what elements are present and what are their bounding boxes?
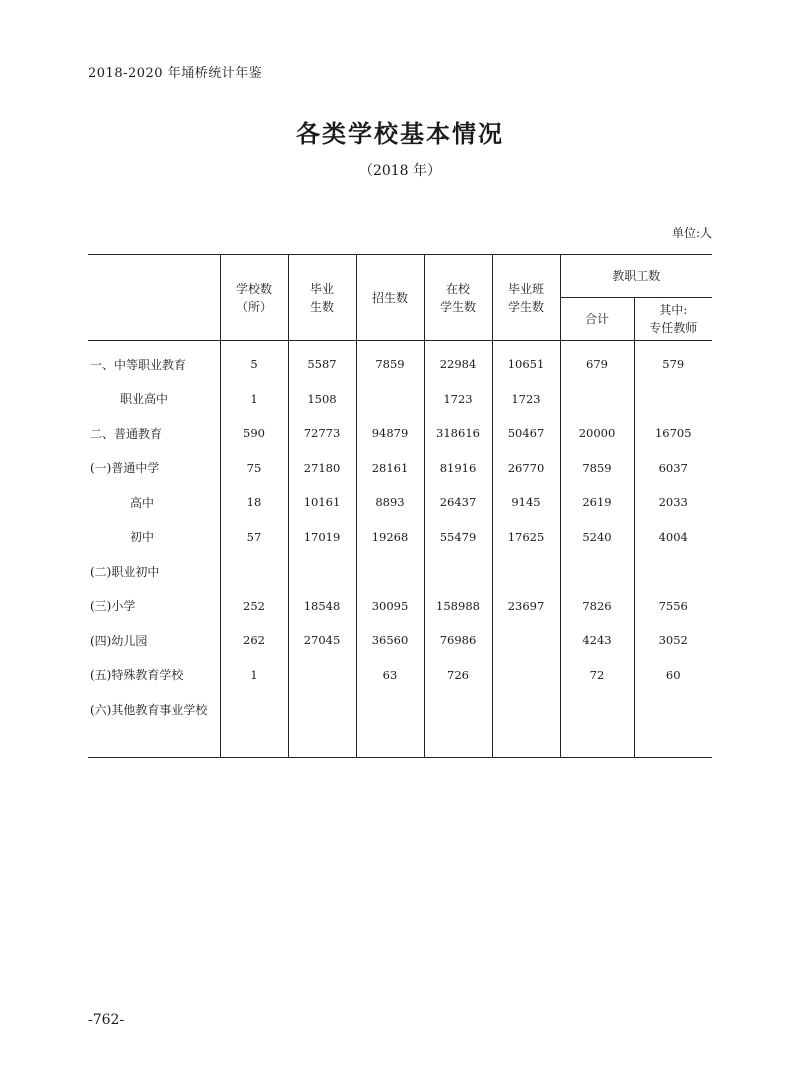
cell-staff-teachers: 16705 xyxy=(634,416,712,451)
row-label: (四)幼儿园 xyxy=(90,633,148,648)
cell-enrollment: 7859 xyxy=(356,341,424,382)
cell-staff-teachers: 6037 xyxy=(634,451,712,486)
table-row xyxy=(88,658,712,693)
cell-in-school: 55479 xyxy=(424,520,492,555)
cell-enrollment: 30095 xyxy=(356,589,424,624)
cell-enrollment xyxy=(356,692,424,727)
cell-graduates xyxy=(288,554,356,589)
cell-in-school: 26437 xyxy=(424,485,492,520)
cell-graduates: 27180 xyxy=(288,451,356,486)
col-header-enrollment: 招生数 xyxy=(356,255,424,341)
cell-staff-total: 72 xyxy=(560,658,634,693)
cell-schools: 1 xyxy=(220,382,288,417)
cell-staff-total: 20000 xyxy=(560,416,634,451)
cell-in-school xyxy=(424,692,492,727)
cell-in-school: 1723 xyxy=(424,382,492,417)
cell-graduates: 5587 xyxy=(288,341,356,382)
cell-staff-total: 679 xyxy=(560,341,634,382)
row-label: 初中 xyxy=(130,530,155,545)
cell-graduating-class: 23697 xyxy=(492,589,560,624)
row-label: 高中 xyxy=(130,495,155,510)
cell-schools xyxy=(220,692,288,727)
cell-staff-total: 7826 xyxy=(560,589,634,624)
cell-enrollment: 94879 xyxy=(356,416,424,451)
row-label: 职业高中 xyxy=(120,392,169,407)
cell-schools: 57 xyxy=(220,520,288,555)
cell-staff-teachers: 7556 xyxy=(634,589,712,624)
cell-schools xyxy=(220,554,288,589)
cell-graduates: 72773 xyxy=(288,416,356,451)
row-label: (五)特殊教育学校 xyxy=(90,668,184,683)
table-row xyxy=(88,623,712,658)
cell-graduating-class: 1723 xyxy=(492,382,560,417)
cell-staff-teachers: 4004 xyxy=(634,520,712,555)
cell-graduating-class: 50467 xyxy=(492,416,560,451)
cell-staff-teachers: 3052 xyxy=(634,623,712,658)
cell-enrollment: 63 xyxy=(356,658,424,693)
cell-graduates: 18548 xyxy=(288,589,356,624)
col-header-in-school: 在校 学生数 xyxy=(424,255,492,341)
table-row xyxy=(88,382,712,417)
cell-schools: 5 xyxy=(220,341,288,382)
cell-staff-teachers: 60 xyxy=(634,658,712,693)
cell-in-school: 81916 xyxy=(424,451,492,486)
cell-graduates xyxy=(288,658,356,693)
cell-graduating-class xyxy=(492,623,560,658)
cell-in-school: 158988 xyxy=(424,589,492,624)
cell-enrollment: 28161 xyxy=(356,451,424,486)
school-statistics-table xyxy=(88,254,712,758)
table-row xyxy=(88,451,712,486)
cell-staff-teachers: 579 xyxy=(634,341,712,382)
table-row xyxy=(88,416,712,451)
cell-graduating-class: 17625 xyxy=(492,520,560,555)
cell-in-school xyxy=(424,554,492,589)
row-label: (六)其他教育事业学校 xyxy=(90,702,208,717)
cell-graduates: 1508 xyxy=(288,382,356,417)
cell-graduating-class: 26770 xyxy=(492,451,560,486)
row-label-header xyxy=(88,255,220,341)
col-header-staff-total: 合计 xyxy=(560,298,634,341)
cell-graduating-class: 10651 xyxy=(492,341,560,382)
unit-label: 单位:人 xyxy=(671,226,712,240)
table-row xyxy=(88,589,712,624)
cell-graduates xyxy=(288,692,356,727)
cell-graduates: 10161 xyxy=(288,485,356,520)
cell-staff-teachers xyxy=(634,382,712,417)
row-label: 二、普通教育 xyxy=(90,426,163,441)
col-header-graduating-class: 毕业班 学生数 xyxy=(492,255,560,341)
row-label: 一、中等职业教育 xyxy=(90,357,187,372)
cell-staff-total: 7859 xyxy=(560,451,634,486)
row-label: (三)小学 xyxy=(90,599,136,614)
col-header-schools: 学校数 （所） xyxy=(220,255,288,341)
table-row xyxy=(88,341,712,382)
running-header: 2018-2020 年埇桥统计年鉴 xyxy=(88,66,263,81)
cell-schools: 252 xyxy=(220,589,288,624)
cell-graduating-class xyxy=(492,692,560,727)
cell-graduating-class: 9145 xyxy=(492,485,560,520)
cell-in-school: 726 xyxy=(424,658,492,693)
cell-graduates: 17019 xyxy=(288,520,356,555)
cell-enrollment xyxy=(356,554,424,589)
cell-staff-total: 2619 xyxy=(560,485,634,520)
cell-schools: 75 xyxy=(220,451,288,486)
cell-schools: 1 xyxy=(220,658,288,693)
cell-staff-total: 4243 xyxy=(560,623,634,658)
cell-in-school: 318616 xyxy=(424,416,492,451)
cell-staff-total xyxy=(560,382,634,417)
cell-staff-total xyxy=(560,554,634,589)
table-row xyxy=(88,554,712,589)
cell-staff-teachers xyxy=(634,692,712,727)
cell-enrollment: 19268 xyxy=(356,520,424,555)
cell-schools: 18 xyxy=(220,485,288,520)
row-label: (二)职业初中 xyxy=(90,564,160,579)
table-spacer-row xyxy=(88,727,712,758)
cell-enrollment: 36560 xyxy=(356,623,424,658)
cell-graduates: 27045 xyxy=(288,623,356,658)
row-label: (一)普通中学 xyxy=(90,461,160,476)
cell-staff-teachers: 2033 xyxy=(634,485,712,520)
cell-graduating-class xyxy=(492,554,560,589)
cell-staff-teachers xyxy=(634,554,712,589)
table-row xyxy=(88,692,712,727)
col-header-graduates: 毕业 生数 xyxy=(288,255,356,341)
page-title: 各类学校基本情况 xyxy=(296,119,504,148)
cell-in-school: 22984 xyxy=(424,341,492,382)
cell-in-school: 76986 xyxy=(424,623,492,658)
cell-schools: 262 xyxy=(220,623,288,658)
cell-schools: 590 xyxy=(220,416,288,451)
page-subtitle: （2018 年） xyxy=(358,163,442,179)
col-header-staff-teachers: 其中: 专任教师 xyxy=(634,298,712,341)
col-header-staff: 教职工数 xyxy=(560,255,712,298)
cell-graduating-class xyxy=(492,658,560,693)
cell-enrollment: 8893 xyxy=(356,485,424,520)
table-row xyxy=(88,520,712,555)
cell-enrollment xyxy=(356,382,424,417)
table-row xyxy=(88,485,712,520)
page-number: -762- xyxy=(88,1012,125,1028)
cell-staff-total: 5240 xyxy=(560,520,634,555)
cell-staff-total xyxy=(560,692,634,727)
